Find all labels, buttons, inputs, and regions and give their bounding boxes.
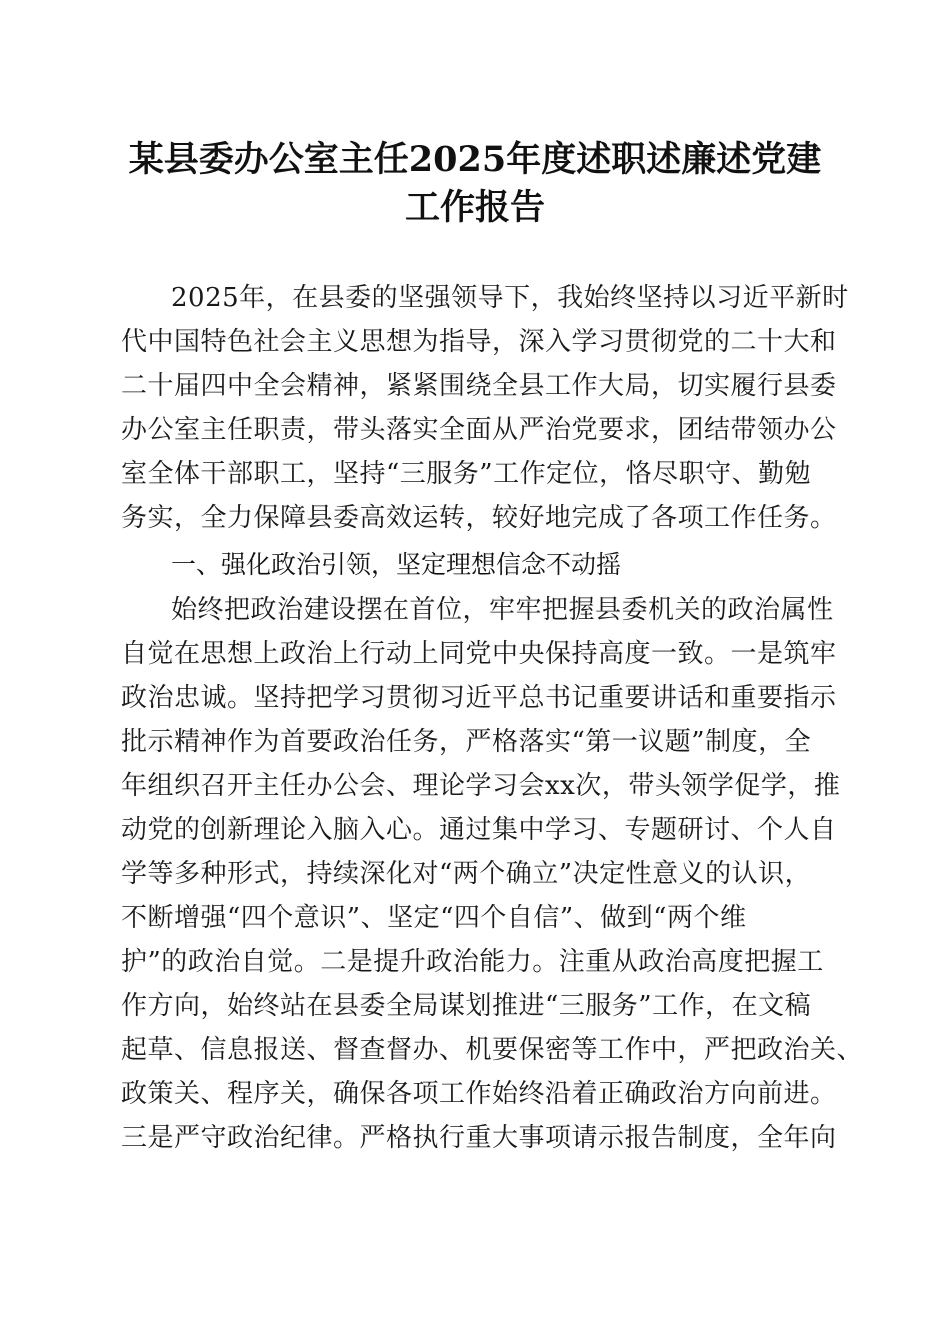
section-1-paragraph-line: 不断增强“四个意识”、坚定“四个自信”、做到“两个维 — [121, 903, 747, 933]
section-1-paragraph-line: 三是严守政治纪律。严格执行重大事项请示报告制度，全年向 — [121, 1123, 837, 1153]
section-1-paragraph-line: 批示精神作为首要政治任务，严格落实“第一议题”制度，全 — [121, 727, 812, 757]
intro-paragraph-line: 办公室主任职责，带头落实全面从严治党要求，团结带领办公 — [121, 415, 837, 445]
section-1-paragraph-line: 自觉在思想上政治上行动上同党中央保持高度一致。一是筑牢 — [121, 639, 837, 669]
document-title-line-2: 工作报告 — [404, 187, 545, 228]
section-1-paragraph-line: 政策关、程序关，确保各项工作始终沿着正确政治方向前进。 — [121, 1079, 837, 1109]
section-1-paragraph-line: 作方向，始终站在县委全局谋划推进“三服务”工作，在文稿 — [121, 991, 812, 1021]
document-title-line-1: 某县委办公室主任2025年度述职述廉述党建 — [128, 139, 822, 180]
intro-paragraph-line: 代中国特色社会主义思想为指导，深入学习贯彻党的二十大和 — [121, 327, 837, 357]
section-1-paragraph-line: 年组织召开主任办公会、理论学习会xx次，带头领学促学，推 — [121, 771, 841, 801]
section-1-paragraph-line: 起草、信息报送、督查督办、机要保密等工作中，严把政治关、 — [121, 1035, 864, 1065]
intro-paragraph-line: 室全体干部职工，坚持“三服务”工作定位，恪尽职守、勤勉 — [121, 459, 812, 489]
intro-paragraph-line: 二十届四中全会精神，紧紧围绕全县工作大局，切实履行县委 — [121, 371, 837, 401]
section-1-paragraph-line: 动党的创新理论入脑入心。通过集中学习、专题研讨、个人自 — [121, 815, 837, 845]
intro-paragraph-line: 务实，全力保障县委高效运转，较好地完成了各项工作任务。 — [121, 503, 837, 533]
section-1-heading: 一、强化政治引领，坚定理想信念不动摇 — [171, 550, 622, 579]
section-1-paragraph-line: 护”的政治自觉。二是提升政治能力。注重从政治高度把握工 — [121, 947, 824, 977]
section-1-paragraph-line: 始终把政治建设摆在首位，牢牢把握县委机关的政治属性 — [171, 595, 834, 625]
section-1-paragraph-line: 学等多种形式，持续深化对“两个确立”决定性意义的认识， — [121, 859, 812, 889]
intro-paragraph-line: 2025年，在县委的坚强领导下，我始终坚持以习近平新时 — [171, 283, 849, 313]
section-1-paragraph-line: 政治忠诚。坚持把学习贯彻习近平总书记重要讲话和重要指示 — [121, 683, 837, 713]
